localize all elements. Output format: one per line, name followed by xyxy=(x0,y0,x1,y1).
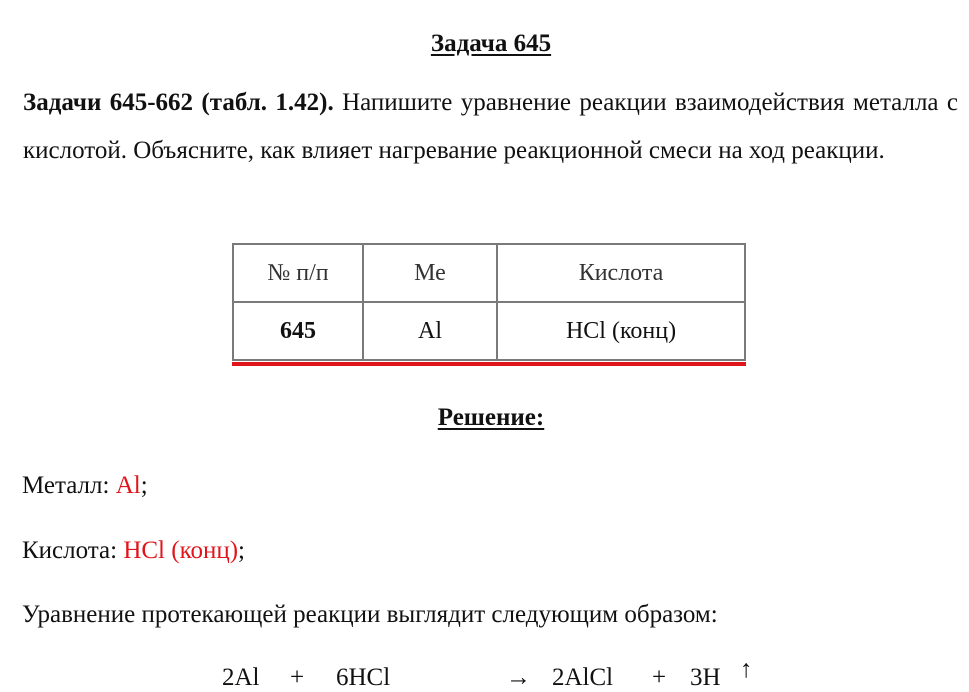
task-statement-text: Напишите уравнение реакции взаимодействия металла с кислотой. Объясните, как влияет нагревание реакционной смеси на ход реакции. xyxy=(23,89,959,164)
equation-term-al: 2Al xyxy=(222,664,260,691)
equation-plus-1: + xyxy=(290,664,305,691)
acid-end: ; xyxy=(238,537,245,564)
table-header-acid: Кислота xyxy=(497,244,745,302)
equation-arrow: → xyxy=(506,664,531,691)
task-title: Задача 645 xyxy=(430,30,552,57)
table-cell-number: 645 xyxy=(233,302,363,360)
table-header-row xyxy=(233,244,745,302)
table-header-metal: Ме xyxy=(363,244,497,302)
metal-line xyxy=(22,472,148,500)
acid-label: Кислота: xyxy=(22,537,124,564)
task-statement xyxy=(23,79,958,175)
table-cell-metal: Al xyxy=(363,302,497,360)
task-table xyxy=(232,243,746,361)
table-cell-acid: HCl (конц) xyxy=(497,302,745,360)
metal-end: ; xyxy=(140,472,148,499)
table-red-underline xyxy=(232,362,746,366)
task-statement-lead: Задачи 645-662 (табл. 1.42). xyxy=(23,89,334,116)
equation-term-hcl: 6HCl xyxy=(336,664,391,691)
equation-term-alcl: 2AlCl xyxy=(552,664,614,691)
solution-heading: Решение: xyxy=(437,404,545,431)
acid-value: HCl (конц) xyxy=(123,537,239,564)
table-header-number: № п/п xyxy=(233,244,363,302)
acid-line xyxy=(22,537,245,565)
equation-intro: Уравнение протекающей реакции выглядит следующим образом: xyxy=(22,601,718,628)
equation-term-h: 3H xyxy=(690,664,721,691)
metal-value: Al xyxy=(115,472,141,499)
equation-plus-2: + xyxy=(652,664,667,691)
metal-label: Металл: xyxy=(22,472,116,499)
table-row xyxy=(233,302,745,360)
gas-arrow-icon: ↑ xyxy=(740,656,753,683)
